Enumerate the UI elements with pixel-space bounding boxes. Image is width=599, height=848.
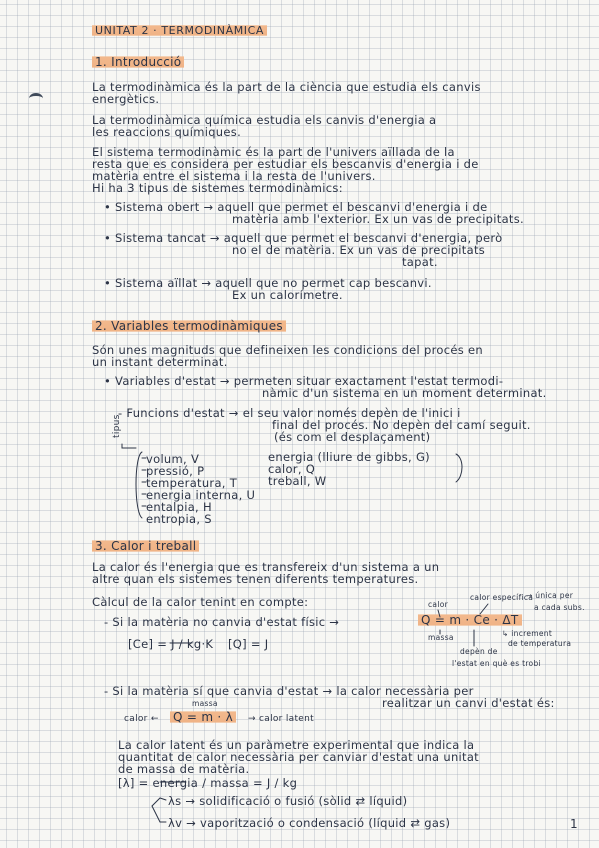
annotation-de-temperatura: de temperatura (508, 639, 572, 648)
bullet-sistema-tancat-line1: • Sistema tancat → aquell que permet el bescanvi d'energia, però (104, 231, 503, 245)
bullet-sistema-tancat-line3: tapat. (402, 255, 438, 269)
annotation-calor-especifica: calor específica (470, 593, 534, 602)
annotation-increment: ↳ increment (502, 629, 553, 638)
lambda-s-definition: λs → solidificació o fusió (sòlid ⇄ líquid) (168, 794, 408, 808)
bullet-sistema-obert-line1: • Sistema obert → aquell que permet el bescanvi d'energia i de (104, 200, 488, 214)
units-lambda: [λ] = energia / massa = J / kg (118, 776, 298, 790)
annotation-depen-de: depèn de (460, 647, 498, 656)
state-function-pressio: pressió, P (146, 464, 205, 478)
bullet-variables-estat-line1: • Variables d'estat → permeten situar exactament l'estat termodi- (104, 374, 504, 388)
sec2-p1-line1: Són unes magnituds que defineixen les condicions del procés en (92, 343, 483, 357)
state-function-volum: volum, V (146, 452, 200, 466)
sec1-p1-line2: energètics. (92, 92, 160, 106)
sec3-p1-line2: altre quan els sistemes tenen diferents temperatures. (92, 572, 419, 586)
annotation-estat-es-trobi: l'estat en què es trobi (452, 659, 541, 668)
bullet-variables-estat-line2: nàmic d'un sistema en un moment determinat. (262, 386, 547, 400)
tipus-arrow-mark (122, 444, 136, 448)
tipus-label: tipus (112, 414, 122, 438)
page-title: UNITAT 2 · TERMODINÀMICA (92, 24, 267, 37)
bullet-sistema-tancat-line2: no el de matèria. Ex un vas de precipitats (232, 243, 486, 257)
cas-canvia-estat-line1: - Si la matèria sí que canvia d'estat → la calor necessària per (104, 684, 474, 698)
process-calor: calor, Q (268, 462, 316, 476)
sec1-p2-line2: les reaccions químiques. (92, 125, 242, 139)
arrow-calor (438, 610, 440, 617)
label-calor: calor ← (124, 714, 159, 724)
annotation-massa-2: massa (192, 699, 218, 708)
lambda-arrow-v (152, 806, 166, 822)
sec1-p1-line1: La termodinàmica és la part de la ciència que estudia els canvis (92, 80, 481, 94)
cas-canvia-estat-line2: realitzar un canvi d'estat és: (382, 696, 555, 710)
sec3-p3-line1: La calor latent és un paràmetre experimental que indica la (118, 738, 475, 752)
bullet-sistema-obert-line2: matèria amb l'exterior. Ex un vas de precipitats. (232, 212, 524, 226)
sec3-p3-line2: quantitat de calor necessària per canviar d'estat una unitat (118, 750, 479, 764)
lambda-arrow-s (152, 798, 166, 806)
label-calor-latent: → calor latent (248, 714, 314, 724)
sec1-p3-line1: El sistema termodinàmic és la part de l'univers aïllada de la (92, 145, 455, 159)
lambda-v-definition: λv → vaporització o condensació (líquid ⇄ gas) (168, 816, 451, 830)
state-function-entropia: entropia, S (146, 512, 212, 526)
process-treball: treball, W (268, 474, 327, 488)
funcions-estat-line3: (és com el desplaçament) (274, 430, 431, 444)
sec2-p1-line2: un instant determinat. (92, 355, 228, 369)
sec1-p3-line2: resta que es considera per estudiar els bescanvis d'energia i de (92, 157, 479, 171)
section-1-heading: 1. Introducció (92, 55, 184, 69)
units-q: [Q] = J (228, 637, 269, 651)
sec3-p1-line1: La calor és l'energia que es transfereix d'un sistema a un (92, 560, 440, 574)
funcions-estat-line2: final del procés. No depèn del camí seguit. (272, 418, 531, 432)
bullet-sistema-aillat-line1: • Sistema aïllat → aquell que no permet cap bescanvi. (104, 276, 432, 290)
state-functions-brace (136, 452, 142, 518)
sec1-p4: Hi ha 3 tipus de sistemes termodinàmics: (92, 181, 343, 195)
arrow-calor-especifica (480, 604, 488, 614)
process-functions-brace (456, 454, 462, 482)
units-ce: [Ce] = J / kg·K (128, 637, 214, 651)
state-function-temperatura: temperatura, T (146, 476, 238, 490)
annotation-unica: → única per (526, 591, 574, 600)
formula-calor-sensible: Q = m · Ce · ΔT (418, 613, 522, 627)
funcions-estat-line1: - Funcions d'estat → el seu valor només depèn de l'inici i (118, 406, 461, 420)
cas-no-canvia-estat: - Si la matèria no canvia d'estat físic → (104, 615, 340, 629)
sec3-p2: Càlcul de la calor tenint en compte: (92, 595, 309, 609)
formula-calor-latent: Q = m · λ (170, 710, 236, 724)
sec3-p3-line3: de massa de matèria. (118, 762, 250, 776)
annotation-calor: calor (428, 600, 448, 609)
sec1-p3-line3: matèria entre el sistema i la resta de l'univers. (92, 169, 376, 183)
bullet-sistema-aillat-line2: Ex un calorímetre. (232, 288, 343, 302)
page-number: 1 (570, 817, 578, 831)
annotation-cada-subs: a cada subs. (534, 603, 585, 612)
sec1-p2-line1: La termodinàmica química estudia els canvis d'energia a (92, 113, 437, 127)
section-3-heading: 3. Calor i treball (92, 539, 199, 553)
section-2-heading: 2. Variables termodinàmiques (92, 319, 286, 333)
annotation-massa: massa (428, 633, 454, 642)
state-function-energia-interna: energia interna, U (146, 488, 256, 502)
process-energia-gibbs: energia (lliure de gibbs, G) (268, 450, 430, 464)
state-function-entalpia: entalpia, H (146, 500, 212, 514)
